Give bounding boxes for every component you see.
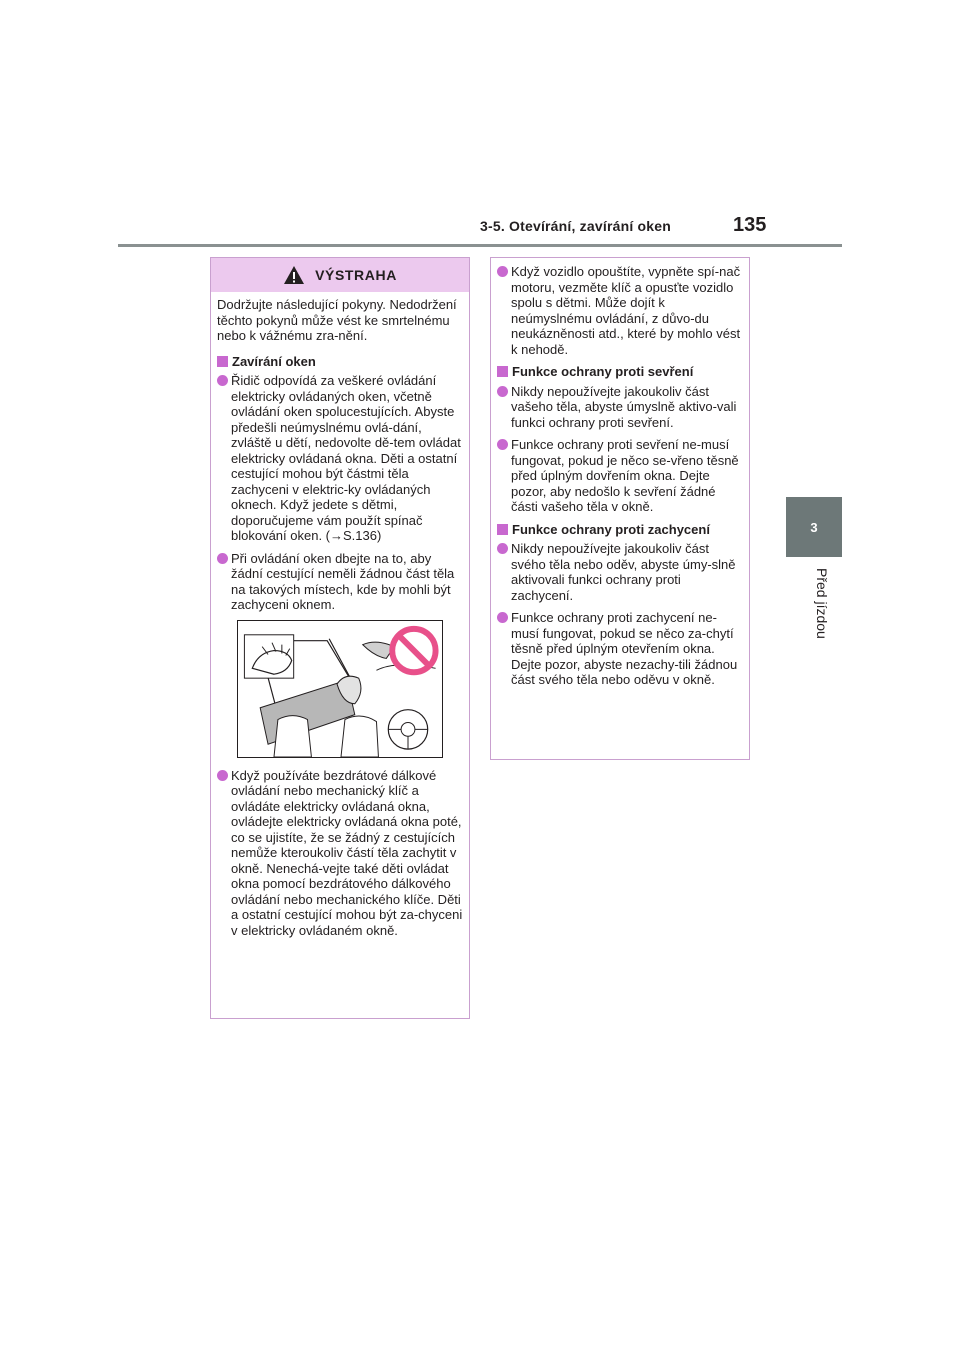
list-item	[497, 541, 743, 603]
list-item	[497, 437, 743, 515]
list-item-text: Řidič odpovídá za veškeré ovládání elektricky ovládaných oken, včetně ovládání oken spolucestujících. Abyste předešli neúmyslnému ovlá-dání, zvláště u dětí, nedovolte dě-tem ovládat elektricky ovládaná okna. Děti a ostatní cestující mohou být částmi těla zachyceni v elektric-ky ovládaných oknech. Když jedete s dětmi, doporučujeme vám použít spínač blokování oken. (→S.136)	[231, 373, 461, 543]
circle-bullet-icon	[497, 386, 508, 397]
section-title: 3-5. Otevírání, zavírání oken	[480, 218, 671, 234]
list-item	[497, 264, 743, 357]
section-title-window-closing: Zavírání oken	[232, 353, 316, 369]
chapter-tab[interactable]: 3	[786, 497, 842, 557]
section-heading	[497, 522, 743, 538]
illustration-hand-in-window	[237, 620, 443, 758]
circle-bullet-icon	[497, 439, 508, 450]
list-item-text: Když používáte bezdrátové dálkové ovládání nebo mechanický klíč a ovládáte elektricky ovládaná okna, ovládejte elektricky ovládaná okna poté, co se ujistíte, že se žádný z cestujících nemůže kteroukoliv částí těla zachytit v okně. Nenechá-vejte také děti ovládat okna pomocí bezdrátového dálkového ovládání nebo mechanického klíče. Děti a ostatní cestující mohou být za-chyceni v elektricky ovládaném okně.	[231, 767, 463, 938]
warning-box-right	[490, 257, 750, 760]
circle-bullet-icon	[217, 375, 228, 386]
warning-title: VÝSTRAHA	[315, 267, 397, 283]
section-title-pinch-protection: Funkce ochrany proti sevření	[512, 364, 694, 379]
section-heading	[217, 354, 463, 370]
list-item	[217, 551, 463, 613]
list-item-text: Nikdy nepoužívejte jakoukoliv část vašeho těla, abyste úmyslně aktivo-vali funkci ochrany proti sevření.	[511, 383, 737, 430]
square-bullet-icon	[497, 366, 508, 377]
chapter-label: Před jízdou	[814, 568, 830, 639]
warning-box-left	[210, 257, 470, 1019]
circle-bullet-icon	[497, 612, 508, 623]
warning-intro: Dodržujte následující pokyny. Nedodržení těchto pokynů může vést ke smrtelnému nebo k vážnému zra-nění.	[217, 297, 457, 343]
illustration-drawing	[238, 621, 442, 757]
list-item-text: Když vozidlo opouštíte, vypněte spí-nač motoru, vezměte klíč a opusťte vozidlo spolu s dětmi. Může dojít k neúmyslnému ovládání, z důvo-du neukázněnosti atd., které by mohlo vést k nehodě.	[511, 264, 741, 357]
list-item-text: Funkce ochrany proti zachycení ne-musí fungovat, pokud se něco za-chytí těsně před úplným otevřením okna. Dejte pozor, abyste nezachy-tili žádnou část svého těla nebo oděvu v okně.	[511, 610, 738, 687]
list-item	[497, 610, 743, 688]
list-item	[217, 768, 463, 939]
list-item-text: Funkce ochrany proti sevření ne-musí fungovat, pokud je něco se-vřeno těsně před úplným dovřením okna. Dejte pozor, aby nedošlo k sevření žádné části vašeho těla v okně.	[511, 437, 739, 514]
list-item	[217, 373, 463, 544]
circle-bullet-icon	[217, 770, 228, 781]
list-item-text: Při ovládání oken dbejte na to, aby žádní cestující neměli žádnou část těla na takových místech, kde by mohli být zachyceni oknem.	[231, 550, 455, 612]
circle-bullet-icon	[217, 553, 228, 564]
page-number: 135	[733, 214, 767, 236]
circle-bullet-icon	[497, 266, 508, 277]
square-bullet-icon	[217, 356, 228, 367]
header-rule	[118, 244, 842, 247]
prohibited-icon	[392, 628, 435, 671]
circle-bullet-icon	[497, 543, 508, 554]
list-item	[497, 384, 743, 431]
list-item-text: Nikdy nepoužívejte jakoukoliv část svého těla nebo oděv, abyste úmy-slně aktivovali funkci ochrany proti zachycení.	[511, 541, 736, 603]
square-bullet-icon	[497, 524, 508, 535]
warning-header	[211, 258, 469, 292]
section-title-catch-protection: Funkce ochrany proti zachycení	[512, 521, 710, 537]
warning-triangle-icon	[283, 265, 305, 285]
section-heading	[497, 364, 743, 380]
